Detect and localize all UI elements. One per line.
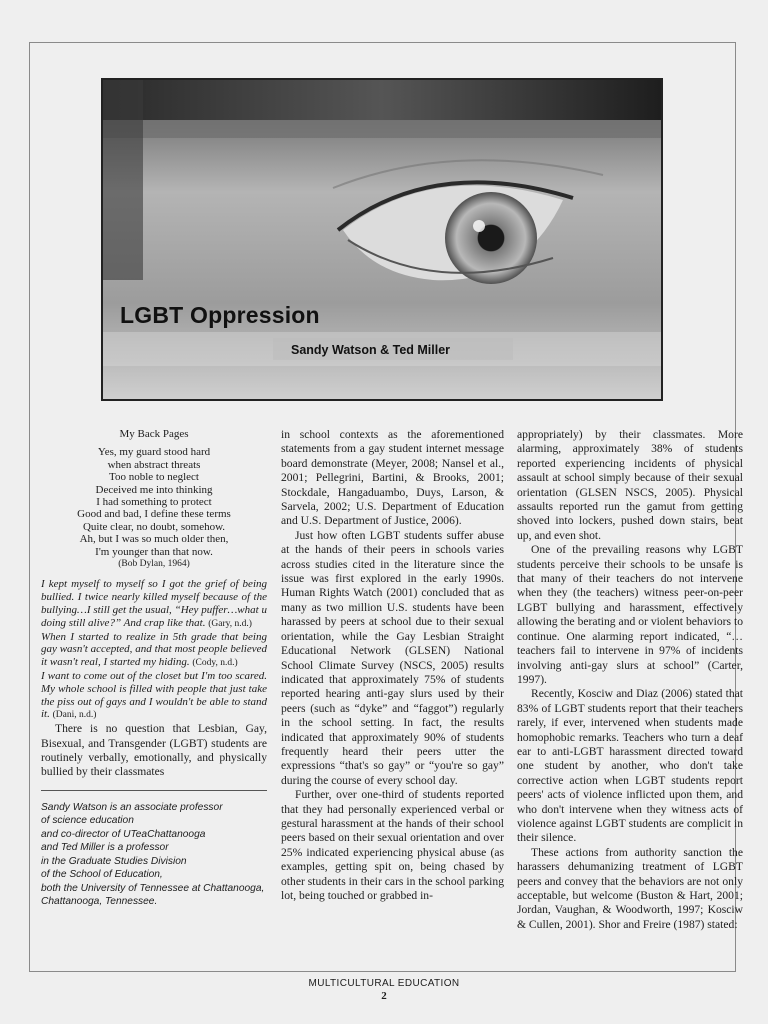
quote-text: When I started to realize in 5th grade that being gay wasn't accepted, and that most people believed it wasn't real, I started my hiding. [41,630,267,669]
bio-line: and co-director of UTeaChattanooga [41,828,206,840]
body-paragraph: Recently, Kosciw and Diaz (2006) stated that 83% of LGBT students report that their teachers rarely, if ever, intervened when students made homophobic remarks. Teachers who turn a deaf ear to anti-LGBT harassment directed toward one student by another, who don't take corrective action when LGBT students report peers' acts of violence inflicted upon them, and who don't intervene when they witness acts of violence against LGBT students are complicit in their silence. [517,687,743,845]
poem-line: I'm younger than that now. [95,545,213,558]
body-paragraph: These actions from authority sanction the harassers dehumanizing treatment of LGBT peers and convey that the behaviors are not only acceptable, but welcome (Buston & Hart, 2001; Jordan, Vaughan, & Woodworth, 1997; Kosciw & Cullen, 2001). Shor and Freire (1987) stated: [517,845,743,931]
column-3 [517,428,743,932]
column-1 [41,428,267,909]
body-paragraph: Just how often LGBT students suffer abuse at the hands of their peers in schools varies across studies cited in the literature since the issue was first explored in the early 1990s. Human Rights Watch (2001) concluded that as many as two million U.S. students have been harassed by peers at school due to their sexual orientation, while the Gay Lesbian Straight Educational Network (GLSEN) National School Climate Survey (NSCS, 2005) results indicated that approximately 75% of students reported hearing anti-gay slurs used by their peers (such as “dyke” and “faggot”) regularly in the school setting. In fact, the results indicated that approximately 90% of students frequently heard their peers utter the expressions “that's so gay” or “you're so gay” during the course of every school day. [281,528,504,787]
body-paragraph: Further, over one-third of students reported that they had personally experienced verbal or gestural harassment at the hands of their school peers based on their sexual orientation and over 25% indicated experiencing physical abuse (as examples, getting spit on, being chased by other students in their cars in the school parking lot, being touched or grabbed in- [281,788,504,902]
poem-line: Deceived me into thinking [95,483,213,496]
quote-citation: (Gary, n.d.) [208,618,252,629]
student-quote [41,670,267,722]
bio-line: in the Graduate Studies Division [41,855,187,867]
quote-text: I want to come out of the closet but I'm too scared. My whole school is filled with people that just take the piss out of gays and I wouldn't be able to stand it. [41,670,267,721]
bio-line: Chattanooga, Tennessee. [41,896,158,908]
student-quote [41,578,267,630]
poem-line: Yes, my guard stood hard [97,446,211,459]
poem-line: Ah, but I was so much older then, [79,533,229,546]
poem-line: Good and bad, I define these terms [77,508,231,521]
epigraph-poem [41,428,267,570]
article-authors: Sandy Watson & Ted Miller [291,343,451,357]
bio-divider [41,790,267,791]
body-paragraph: in school contexts as the aforementioned statements from a gay student internet message board demonstrate (Meyer, 2008; Nansel et al., 2001; Pellegrini, Bartini, & Brooks, 2001; Stockdale, Hangaduambo, Duys, Larson, & Sarvela, 2002; U.S. Department of Education and U.S. Department of Justice, 2006). [281,428,504,528]
quote-citation: (Cody, n.d.) [192,658,238,669]
column-2 [281,428,504,903]
page-number: 2 [381,990,387,1002]
bio-line: Sandy Watson is an associate professor [41,801,223,813]
body-paragraph: appropriately) by their classmates. More alarming, approximately 38% of students reported experiencing incidents of physical assault at school simply because of their sexual orientation (GLSEN NSCS, 2005). Physical assaults reported run the gamut from getting shoved into lockers, pushed down stairs, beat up, and even shot. [517,428,743,542]
poem-line: Quite clear, no doubt, somehow. [82,520,226,533]
author-bio [41,801,267,909]
bio-line: of the School of Education, [41,869,163,881]
bio-line: and Ted Miller is a professor [41,842,169,854]
poem-line: Too noble to neglect [109,471,199,484]
journal-footer: MULTICULTURAL EDUCATION [308,978,460,989]
body-paragraph: There is no question that Lesbian, Gay, Bisexual, and Transgender (LGBT) students are routinely verbally, emotionally, and physically bullied by their classmates [41,722,267,779]
article-title: LGBT Oppression [120,302,320,328]
poem-title: My Back Pages [119,428,189,440]
header-photo [101,78,663,401]
poem-line: when abstract threats [107,458,201,471]
body-paragraph: One of the prevailing reasons why LGBT students perceive their schools to be unsafe is that many of their teachers do not intervene when they (the teachers) witness peer-on-peer LGBT bullying and harassment, effectively allowing the berating and or violent behaviors to continue. One alarming report indicated, “…teachers fail to intervene in 97% of incidents involving anti-gay slurs at school” (Carter, 1997). [517,543,743,686]
poem-line: I had something to protect [96,496,212,509]
bio-line: of science education [41,815,134,827]
bio-line: both the University of Tennessee at Chattanooga, [41,882,265,894]
poem-citation: (Bob Dylan, 1964) [118,559,190,570]
student-quote [41,631,267,670]
quote-text: I kept myself to myself so I got the grief of being bullied. I twice nearly killed myself because of the bullying…I still get the usual, “Hey puffer…what u doing still alive?” And crap like that. [41,578,267,629]
quote-citation: (Dani, n.d.) [52,710,97,721]
